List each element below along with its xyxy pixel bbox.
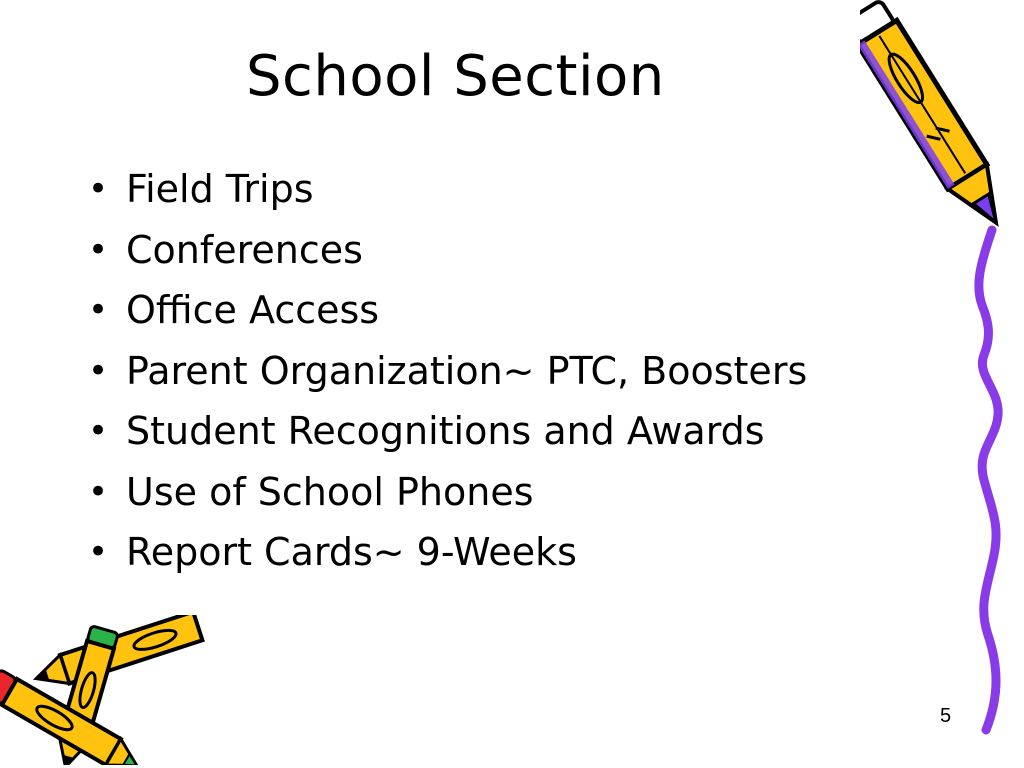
list-item-text: Student Recognitions and Awards <box>126 409 765 453</box>
list-item <box>88 406 807 467</box>
bullet-icon: • <box>88 350 109 391</box>
list-item-text: Report Cards~ 9-Weeks <box>126 530 577 574</box>
list-item <box>88 164 807 225</box>
bullet-icon: • <box>88 532 109 572</box>
list-item <box>88 527 807 588</box>
bullet-icon: • <box>88 169 109 209</box>
list-item <box>88 285 807 346</box>
list-item-text: Office Access <box>126 288 380 332</box>
list-item-text: Use of School Phones <box>126 469 534 514</box>
bullet-icon: • <box>88 471 109 512</box>
list-item <box>88 467 807 528</box>
list-item-text: Conferences <box>126 227 363 272</box>
bullet-icon: • <box>88 229 109 270</box>
bullet-list <box>88 164 807 588</box>
squiggle-line <box>970 225 1024 735</box>
slide-title: School Section <box>246 44 665 109</box>
pencil-icon <box>860 0 1010 250</box>
bullet-icon: • <box>88 290 109 330</box>
list-item-text: Parent Organization~ PTC, Boosters <box>126 348 808 393</box>
list-item <box>88 225 807 286</box>
crossed-pencils-icon <box>0 615 210 765</box>
bullet-icon: • <box>88 411 109 451</box>
list-item-text: Field Trips <box>126 167 314 211</box>
list-item <box>88 346 807 407</box>
page-number: 5 <box>940 705 952 727</box>
